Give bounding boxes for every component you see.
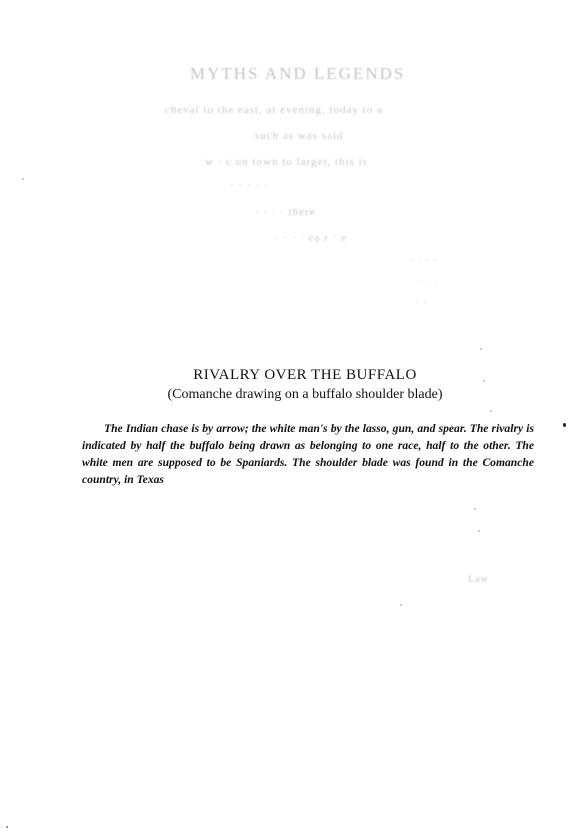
- bleed-through-line: w · c on town to larger, this is: [205, 156, 369, 168]
- figure-caption-text: The Indian chase is by arrow; the white man's by the lasso, gun, and spear. The rivalry is indicated by half the buffalo being drawn as belonging to one race, half to the other. The white men are supposed to be Spaniards. The shoulder blade was found in the Comanche country, in Texas: [82, 422, 534, 486]
- bleed-through-line: · · · · ca r · e: [275, 232, 347, 244]
- bleed-through-line: · · ·: [420, 278, 440, 289]
- figure-caption: [82, 420, 534, 488]
- bleed-through-heading: MYTHS AND LEGENDS: [190, 64, 406, 83]
- bleed-through-line: · · · ·: [410, 256, 438, 267]
- bleed-through-line: · ·: [415, 298, 428, 309]
- figure-title: RIVALRY OVER THE BUFFALO: [193, 367, 417, 383]
- bleed-through-line: · · · · there: [255, 206, 316, 218]
- bleed-through-line: cheval to the east, at evening, today to a: [165, 104, 383, 116]
- bleed-through-line: Law: [468, 574, 489, 585]
- bleed-through-line: · · · · ·: [230, 180, 269, 192]
- bleed-through-line: such as was said: [255, 130, 344, 142]
- figure-subtitle: (Comanche drawing on a buffalo shoulder blade): [167, 387, 443, 402]
